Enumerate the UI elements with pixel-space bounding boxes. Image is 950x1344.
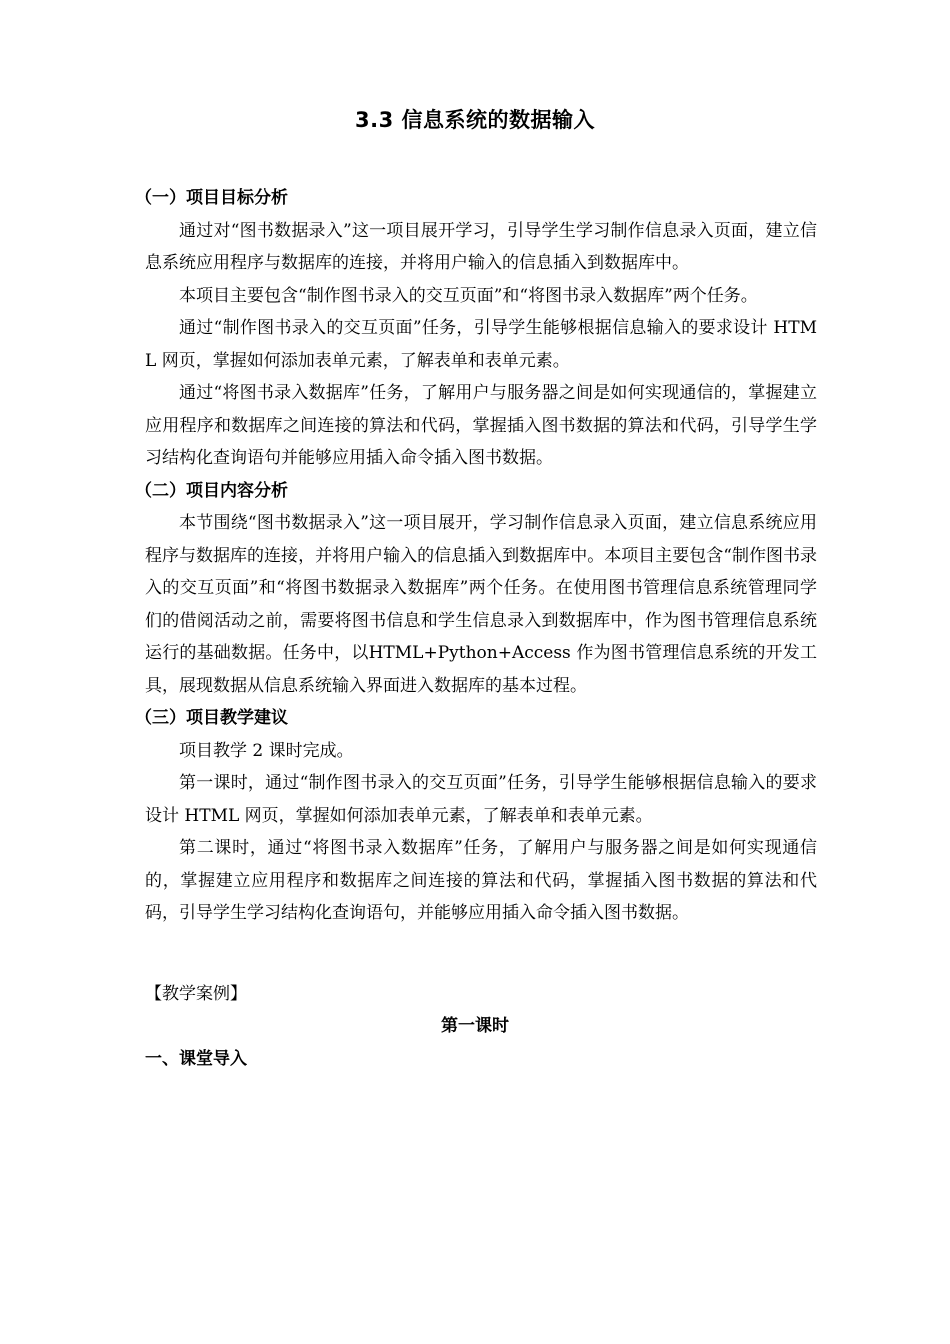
paragraph: 项目教学 2 课时完成。: [179, 740, 354, 761]
paragraph: 通过“制作图书录入的交互页面”任务，引导学生能够根据信息输入的要求设计 HTML 网页，掌握如何添加表单元素，了解表单和表单元素。: [145, 318, 817, 371]
paragraph: 通过对“图书数据录入”这一项目展开学习，引导学生学习制作信息录入页面，建立信息系统应用程序与数据库的连接，并将用户输入的信息插入到数据库中。: [145, 220, 817, 273]
paragraph: 第二课时，通过“将图书录入数据库”任务，了解用户与服务器之间是如何实现通信的，掌握建立应用程序和数据库之间连接的算法和代码，掌握插入图书数据的算法和代码，引导学生学习结构化查询语句，并能够应用插入命令插入图书数据。: [145, 838, 817, 923]
page-title: 3.3 信息系统的数据输入: [354, 108, 595, 132]
section-heading-teaching: （三）项目教学建议: [135, 708, 288, 728]
cases-label: 【教学案例】: [145, 983, 247, 1004]
part-heading: 一、课堂导入: [145, 1048, 247, 1069]
paragraph: 通过“将图书录入数据库”任务，了解用户与服务器之间是如何实现通信的，掌握建立应用程序和数据库之间连接的算法和代码，掌握插入图书数据的算法和代码，引导学生学习结构化查询语句并能够应用插入命令插入图书数据。: [145, 383, 817, 468]
lesson-title: 第一课时: [441, 1016, 509, 1036]
section-heading-goals: （一）项目目标分析: [135, 188, 288, 208]
paragraph: 本项目主要包含“制作图书录入的交互页面”和“将图书录入数据库”两个任务。: [179, 285, 758, 306]
paragraph: 本节围绕“图书数据录入”这一项目展开，学习制作信息录入页面，建立信息系统应用程序与数据库的连接，并将用户输入的信息插入到数据库中。本项目主要包含“制作图书录入的交互页面”和“将图书数据录入数据库”两个任务。在使用图书管理信息系统管理同学们的借阅活动之前，需要将图书信息和学生信息录入到数据库中，作为图书管理信息系统运行的基础数据。任务中，以HTML+Python+Access 作为图书管理信息系统的开发工具，展现数据从信息系统输入界面进入数据库的基本过程。: [145, 513, 817, 696]
paragraph: 第一课时，通过“制作图书录入的交互页面”任务，引导学生能够根据信息输入的要求设计 HTML 网页，掌握如何添加表单元素，了解表单和表单元素。: [145, 773, 817, 826]
document-body: [135, 182, 817, 1075]
spacer: [145, 930, 817, 978]
section-heading-content: （二）项目内容分析: [135, 480, 288, 501]
